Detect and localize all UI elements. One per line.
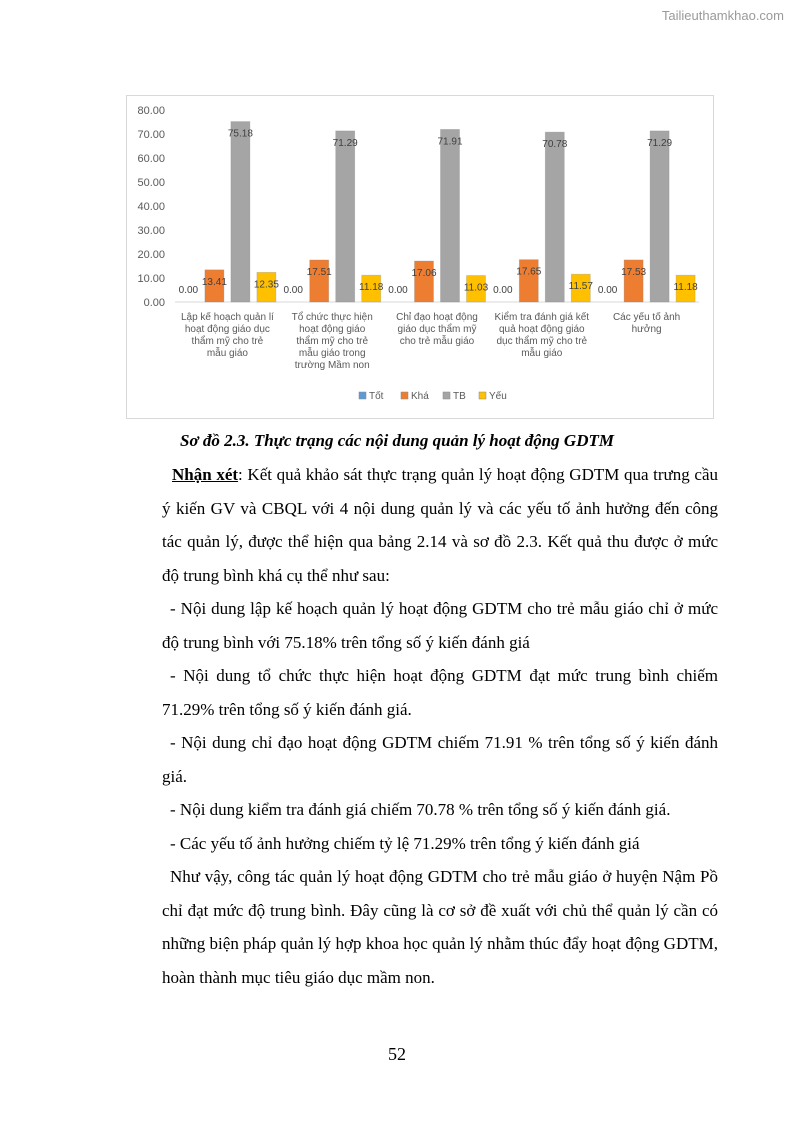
remark-text: : Kết quả khảo sát thực trạng quản lý hoạt động GDTM qua trưng cầu ý kiến GV và CBQL với 4 nội dung quản lý và các yếu tố ảnh hưởng đến công tác quản lý, được thể hiện qua bảng 2.14 và sơ đồ 2.3. Kết quả thu được ở mức độ trung bình khá cụ thể như sau: xyxy=(162,465,718,585)
paragraph-remark xyxy=(162,458,718,592)
legend-label: Yếu xyxy=(489,391,507,402)
bar-tb xyxy=(231,122,250,302)
y-tick-label: 0.00 xyxy=(143,297,165,309)
category-label: quả hoạt động giáo xyxy=(498,324,585,335)
legend-swatch-tb xyxy=(443,392,450,399)
data-label: 17.06 xyxy=(411,268,437,280)
data-label: 0.00 xyxy=(388,285,408,296)
bullet-evaluating: - Nội dung kiểm tra đánh giá chiếm 70.78 % trên tổng số ý kiến đánh giá. xyxy=(170,800,671,819)
y-tick-label: 40.00 xyxy=(137,201,165,213)
legend-label: Khá xyxy=(411,391,429,402)
category-label: Chỉ đạo hoạt động xyxy=(396,312,478,323)
bullet-planning: - Nội dung lập kế hoạch quản lý hoạt động GDTM cho trẻ mẫu giáo chỉ ở mức độ trung bình với 75.18% trên tổng số ý kiến đánh giá xyxy=(162,599,718,652)
chart-svg xyxy=(127,96,713,418)
bullet-directing: - Nội dung chỉ đạo hoạt động GDTM chiếm 71.91 % trên tổng số ý kiến đánh giá. xyxy=(162,733,718,786)
legend-label: TB xyxy=(453,391,466,402)
data-label: 11.18 xyxy=(359,282,384,294)
data-label: 71.29 xyxy=(647,137,673,149)
data-label: 12.35 xyxy=(253,279,279,291)
legend-swatch-khá xyxy=(401,392,408,399)
body-text xyxy=(162,458,718,994)
category-label: thẩm mỹ cho trẻ xyxy=(296,336,369,347)
data-label: 0.00 xyxy=(178,285,199,296)
data-label: 75.18 xyxy=(227,128,253,140)
y-tick-label: 30.00 xyxy=(137,225,165,237)
category-label: mẫu giáo xyxy=(206,348,248,359)
bar-tb xyxy=(545,132,564,302)
bullet-organizing: - Nội dung tổ chức thực hiện hoạt động GDTM đạt mức trung bình chiếm 71.29% trên tổng số ý kiến đánh giá. xyxy=(162,666,718,719)
y-tick-label: 20.00 xyxy=(137,249,165,261)
category-label: thẩm mỹ cho trẻ xyxy=(191,336,264,347)
data-label: 17.51 xyxy=(306,266,332,278)
bar-tb xyxy=(441,129,460,302)
data-label: 11.03 xyxy=(463,282,489,294)
legend-label: Tốt xyxy=(369,391,384,402)
category-label: Kiểm tra đánh giá kết xyxy=(494,312,590,323)
data-label: 13.41 xyxy=(201,276,227,288)
legend-swatch-yếu xyxy=(479,392,486,399)
data-label: 11.18 xyxy=(673,282,698,294)
category-label: trường Mầm non xyxy=(294,360,370,371)
category-label: hoạt động giáo xyxy=(299,324,366,335)
paragraph-conclusion: Như vậy, công tác quản lý hoạt động GDTM cho trẻ mẫu giáo ở huyện Nậm Pồ chỉ đạt mức độ trung bình. Đây cũng là cơ sở đề xuất với chủ thể quản lý cần có những biện pháp quản lý hợp khoa học quản lý nhằm thúc đẩy hoạt động GDTM, hoàn thành mục tiêu giáo dục mầm non. xyxy=(162,867,718,987)
data-label: 71.29 xyxy=(332,137,358,149)
bar-chart xyxy=(126,95,714,419)
category-label: cho trẻ mẫu giáo xyxy=(399,336,475,347)
y-tick-label: 80.00 xyxy=(137,105,165,117)
bar-tb xyxy=(336,131,355,302)
category-label: giáo dục thẩm mỹ xyxy=(397,324,477,335)
y-tick-label: 50.00 xyxy=(137,177,165,189)
category-label: Các yếu tố ảnh xyxy=(612,312,681,323)
data-label: 0.00 xyxy=(493,285,513,296)
bullet-factors: - Các yếu tố ảnh hưởng chiếm tỷ lệ 71.29% trên tổng ý kiến đánh giá xyxy=(170,833,640,853)
data-label: 71.91 xyxy=(437,136,463,148)
category-label: Lập kế hoạch quản lí xyxy=(180,312,274,323)
page-number: 52 xyxy=(388,1044,406,1064)
y-tick-label: 10.00 xyxy=(137,273,165,285)
category-label: hoạt động giáo dục xyxy=(184,324,270,335)
chart-caption: Sơ đồ 2.3. Thực trạng các nội dung quản lý hoạt động GDTM xyxy=(180,431,614,450)
bar-tb xyxy=(650,131,669,302)
category-label: mẫu giáo xyxy=(521,348,563,359)
watermark: Tailieuthamkhao.com xyxy=(661,8,784,23)
data-label: 11.57 xyxy=(568,281,593,293)
data-label: 17.65 xyxy=(516,266,542,278)
category-label: hưởng xyxy=(631,324,662,335)
y-tick-label: 70.00 xyxy=(137,129,165,141)
category-label: Tổ chức thực hiện xyxy=(291,312,373,323)
data-label: 0.00 xyxy=(283,285,303,296)
category-label: dục thẩm mỹ cho trẻ xyxy=(496,336,588,347)
remark-label: Nhận xét xyxy=(172,465,239,484)
data-label: 17.53 xyxy=(621,266,647,278)
category-label: mẫu giáo trong xyxy=(298,348,366,359)
y-tick-label: 60.00 xyxy=(137,153,165,165)
data-label: 0.00 xyxy=(597,285,618,296)
data-label: 70.78 xyxy=(542,139,568,151)
legend-swatch-tốt xyxy=(359,392,366,399)
